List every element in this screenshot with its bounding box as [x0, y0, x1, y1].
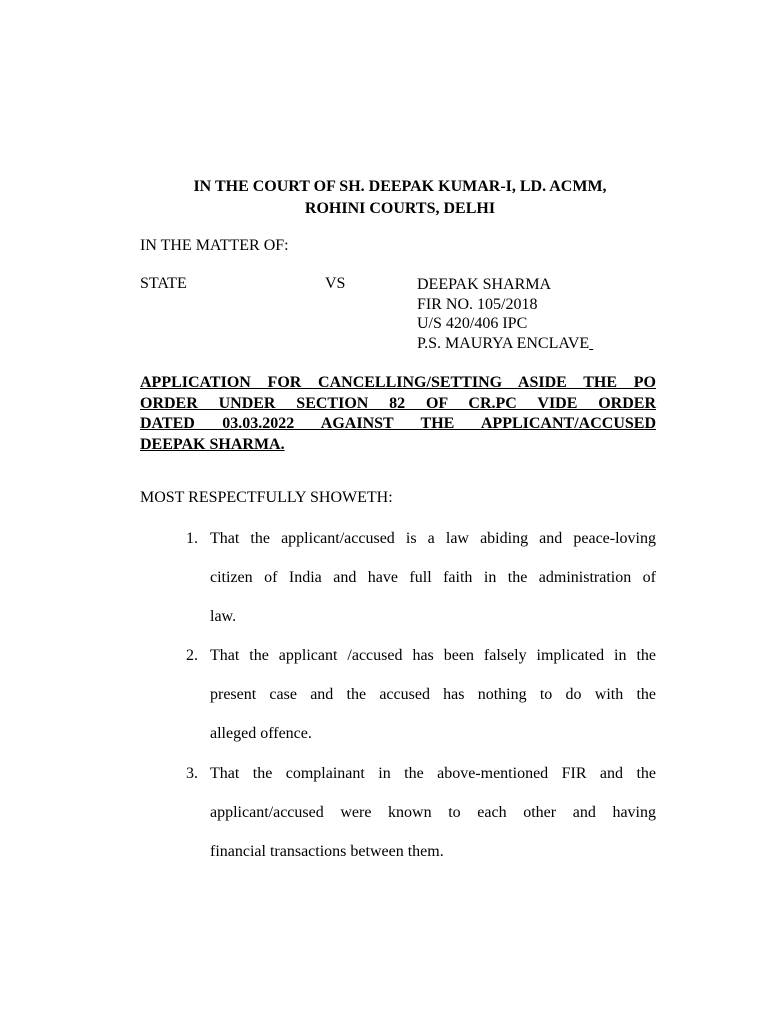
point-line: present case and the accused has nothing to do with the: [210, 686, 656, 703]
police-station-text: P.S. MAURYA ENCLAVE: [417, 334, 590, 352]
point-text: [210, 765, 656, 882]
point-line: That the complainant in the above-mentioned FIR and the: [210, 765, 656, 782]
point-line: alleged offence.: [210, 725, 312, 742]
trailing-underline: [589, 335, 593, 352]
party-versus: VS: [325, 275, 346, 292]
application-title-line: DEEPAK SHARMA.: [140, 435, 285, 453]
court-title-line: IN THE COURT OF SH. DEEPAK KUMAR-I, LD. ACMM,: [193, 178, 607, 195]
police-station: [417, 334, 593, 354]
point-line: That the applicant /accused has been falsely implicated in the: [210, 647, 656, 664]
application-title-line: DATED 03.03.2022 AGAINST THE APPLICANT/ACCUSED: [140, 415, 656, 432]
point-number: 2.: [186, 647, 198, 664]
application-title-line: ORDER UNDER SECTION 82 OF CR.PC VIDE ORDER: [140, 394, 656, 412]
point-line: financial transactions between them.: [210, 843, 444, 860]
point-text: [210, 647, 656, 764]
matter-of-heading: IN THE MATTER OF:: [140, 237, 289, 254]
point-line: That the applicant/accused is a law abiding and peace-loving: [210, 530, 656, 547]
fir-number: FIR NO. 105/2018: [417, 295, 538, 313]
court-title-line: ROHINI COURTS, DELHI: [304, 200, 496, 217]
application-title: [140, 373, 656, 455]
point-number: 3.: [186, 765, 198, 782]
party-complainant: STATE: [140, 275, 187, 292]
point-text: [210, 530, 656, 647]
point-line: law.: [210, 608, 237, 625]
sections: U/S 420/406 IPC: [417, 315, 528, 332]
application-title-line: APPLICATION FOR CANCELLING/SETTING ASIDE THE PO: [140, 374, 656, 391]
case-details: [417, 275, 593, 353]
point-line: applicant/accused were known to each other and having: [210, 804, 656, 821]
court-title: [120, 176, 680, 220]
point-number: 1.: [186, 530, 198, 547]
showeth-heading: MOST RESPECTFULLY SHOWETH:: [140, 489, 393, 506]
point-line: citizen of India and have full faith in the administration of: [210, 569, 656, 586]
accused-name: DEEPAK SHARMA: [417, 276, 552, 293]
